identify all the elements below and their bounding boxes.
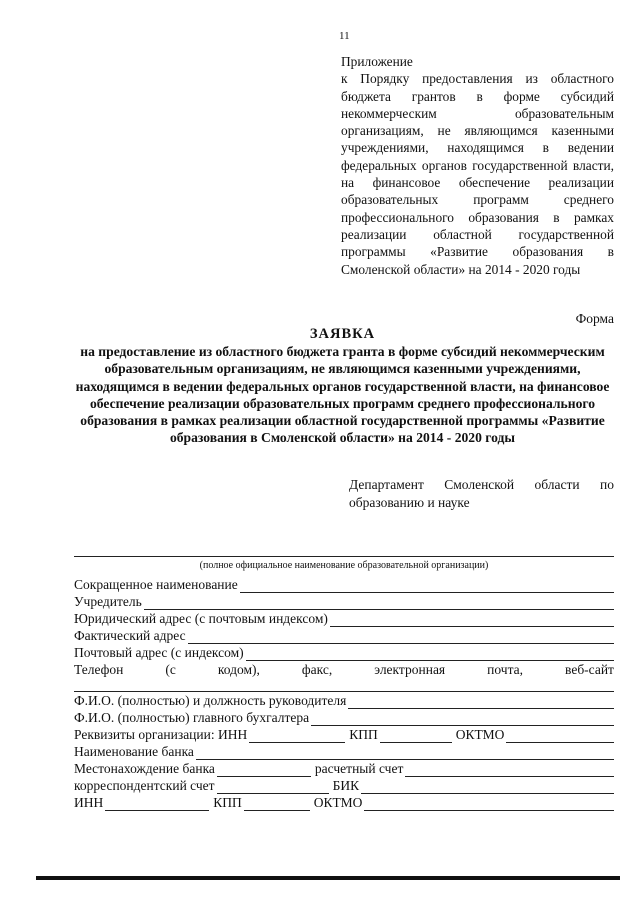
form-label: Форма (575, 311, 614, 326)
kpp2-field[interactable] (244, 798, 310, 811)
document-title (68, 325, 617, 447)
bik-field[interactable] (361, 781, 614, 794)
appendix-label: Приложение (341, 54, 413, 69)
oktmo-label: ОКТМО (455, 727, 505, 742)
postal-address-field[interactable] (246, 648, 614, 661)
contacts-word: почта, (487, 662, 524, 677)
recipient: Департамент Смоленской области по образованию и науке (349, 477, 614, 510)
current-account-label: расчетный счет (314, 761, 404, 776)
contacts-word: (с (165, 662, 176, 677)
kpp2-label: КПП (213, 795, 242, 810)
director-field[interactable] (348, 696, 614, 709)
contacts-word: веб-сайт (565, 662, 614, 677)
director-label: Ф.И.О. (полностью) и должность руководителя (74, 693, 347, 708)
director-row (74, 692, 614, 709)
oktmo2-field[interactable] (364, 798, 614, 811)
contacts-field[interactable] (74, 679, 614, 692)
contacts-word: кодом), (217, 662, 260, 677)
contacts-word: факс, (301, 662, 333, 677)
legal-address-row (74, 610, 614, 627)
contacts-blank-row (74, 678, 614, 692)
bank-location-row (74, 760, 614, 777)
page-number: 11 (339, 30, 350, 42)
founder-label: Учредитель (74, 594, 142, 609)
accountant-row (74, 709, 614, 726)
postal-address-row (74, 644, 614, 661)
actual-address-label: Фактический адрес (74, 628, 186, 643)
oktmo-field[interactable] (506, 730, 614, 743)
founder-row (74, 593, 614, 610)
actual-address-row (74, 627, 614, 644)
title-body: на предоставление из областного бюджета гранта в форме субсидий некоммерческим образовательным организациям, не являющимся казенными учреждениями, находящимся в ведении федеральных органов государственной власти, на финансовое обеспечение реализации образовательных программ среднего профессионального образования в рамках реализации областной государственной программы «Развитие образования в Смоленской области» на 2014 - 2020 годы (75, 344, 610, 446)
corr-account-field[interactable] (217, 781, 329, 794)
legal-address-field[interactable] (330, 614, 614, 627)
kpp-field[interactable] (380, 730, 452, 743)
founder-field[interactable] (144, 597, 614, 610)
requisites-row (74, 726, 614, 743)
org-name-caption: (полное официальное наименование образовательной организации) (199, 560, 489, 571)
kpp-label: КПП (349, 727, 378, 742)
contacts-row (74, 661, 614, 678)
contacts-word: электронная (374, 662, 446, 677)
accountant-label: Ф.И.О. (полностью) главного бухгалтера (74, 710, 310, 725)
inn-label: ИНН (74, 795, 104, 810)
inn-field[interactable] (249, 730, 345, 743)
short-name-label: Сокращенное наименование (74, 577, 238, 592)
bottom-border-line (36, 876, 620, 880)
bank-location-field[interactable] (217, 764, 311, 777)
postal-address-label: Почтовый адрес (с индексом) (74, 645, 244, 660)
bank-location-label: Местонахождение банка (74, 761, 215, 776)
accountant-field[interactable] (311, 713, 614, 726)
bank-name-field[interactable] (196, 747, 614, 760)
corr-account-row (74, 777, 614, 794)
appendix-text: к Порядку предоставления из областного бюджета грантов в форме субсидий некоммерческим образовательным организациям, не являющимся казенными учреждениями, находящимся в ведении федеральных органов государственной власти, на финансовое обеспечение реализации образовательных программ среднего профессионального образования в рамках реализации областной государственной программы «Развитие образования в Смоленской области» на 2014 - 2020 годы (341, 71, 614, 277)
oktmo2-label: ОКТМО (313, 795, 363, 810)
short-name-row (74, 576, 614, 593)
bik-label: БИК (332, 778, 360, 793)
appendix-block (341, 53, 614, 278)
requisites-inn-label: Реквизиты организации: ИНН (74, 727, 248, 742)
title-heading: ЗАЯВКА (309, 326, 376, 342)
contacts-word: Телефон (74, 662, 124, 677)
bank-name-label: Наименование банка (74, 744, 194, 759)
bank-name-row (74, 743, 614, 760)
corr-account-label: корреспондентский счет (74, 778, 215, 793)
requisites-form (74, 576, 614, 811)
legal-address-label: Юридический адрес (с почтовым индексом) (74, 611, 328, 626)
org-name-line[interactable] (74, 556, 614, 557)
short-name-field[interactable] (240, 580, 614, 593)
actual-address-field[interactable] (188, 631, 614, 644)
inn-row (74, 794, 614, 811)
current-account-field[interactable] (405, 764, 614, 777)
inn2-field[interactable] (105, 798, 209, 811)
